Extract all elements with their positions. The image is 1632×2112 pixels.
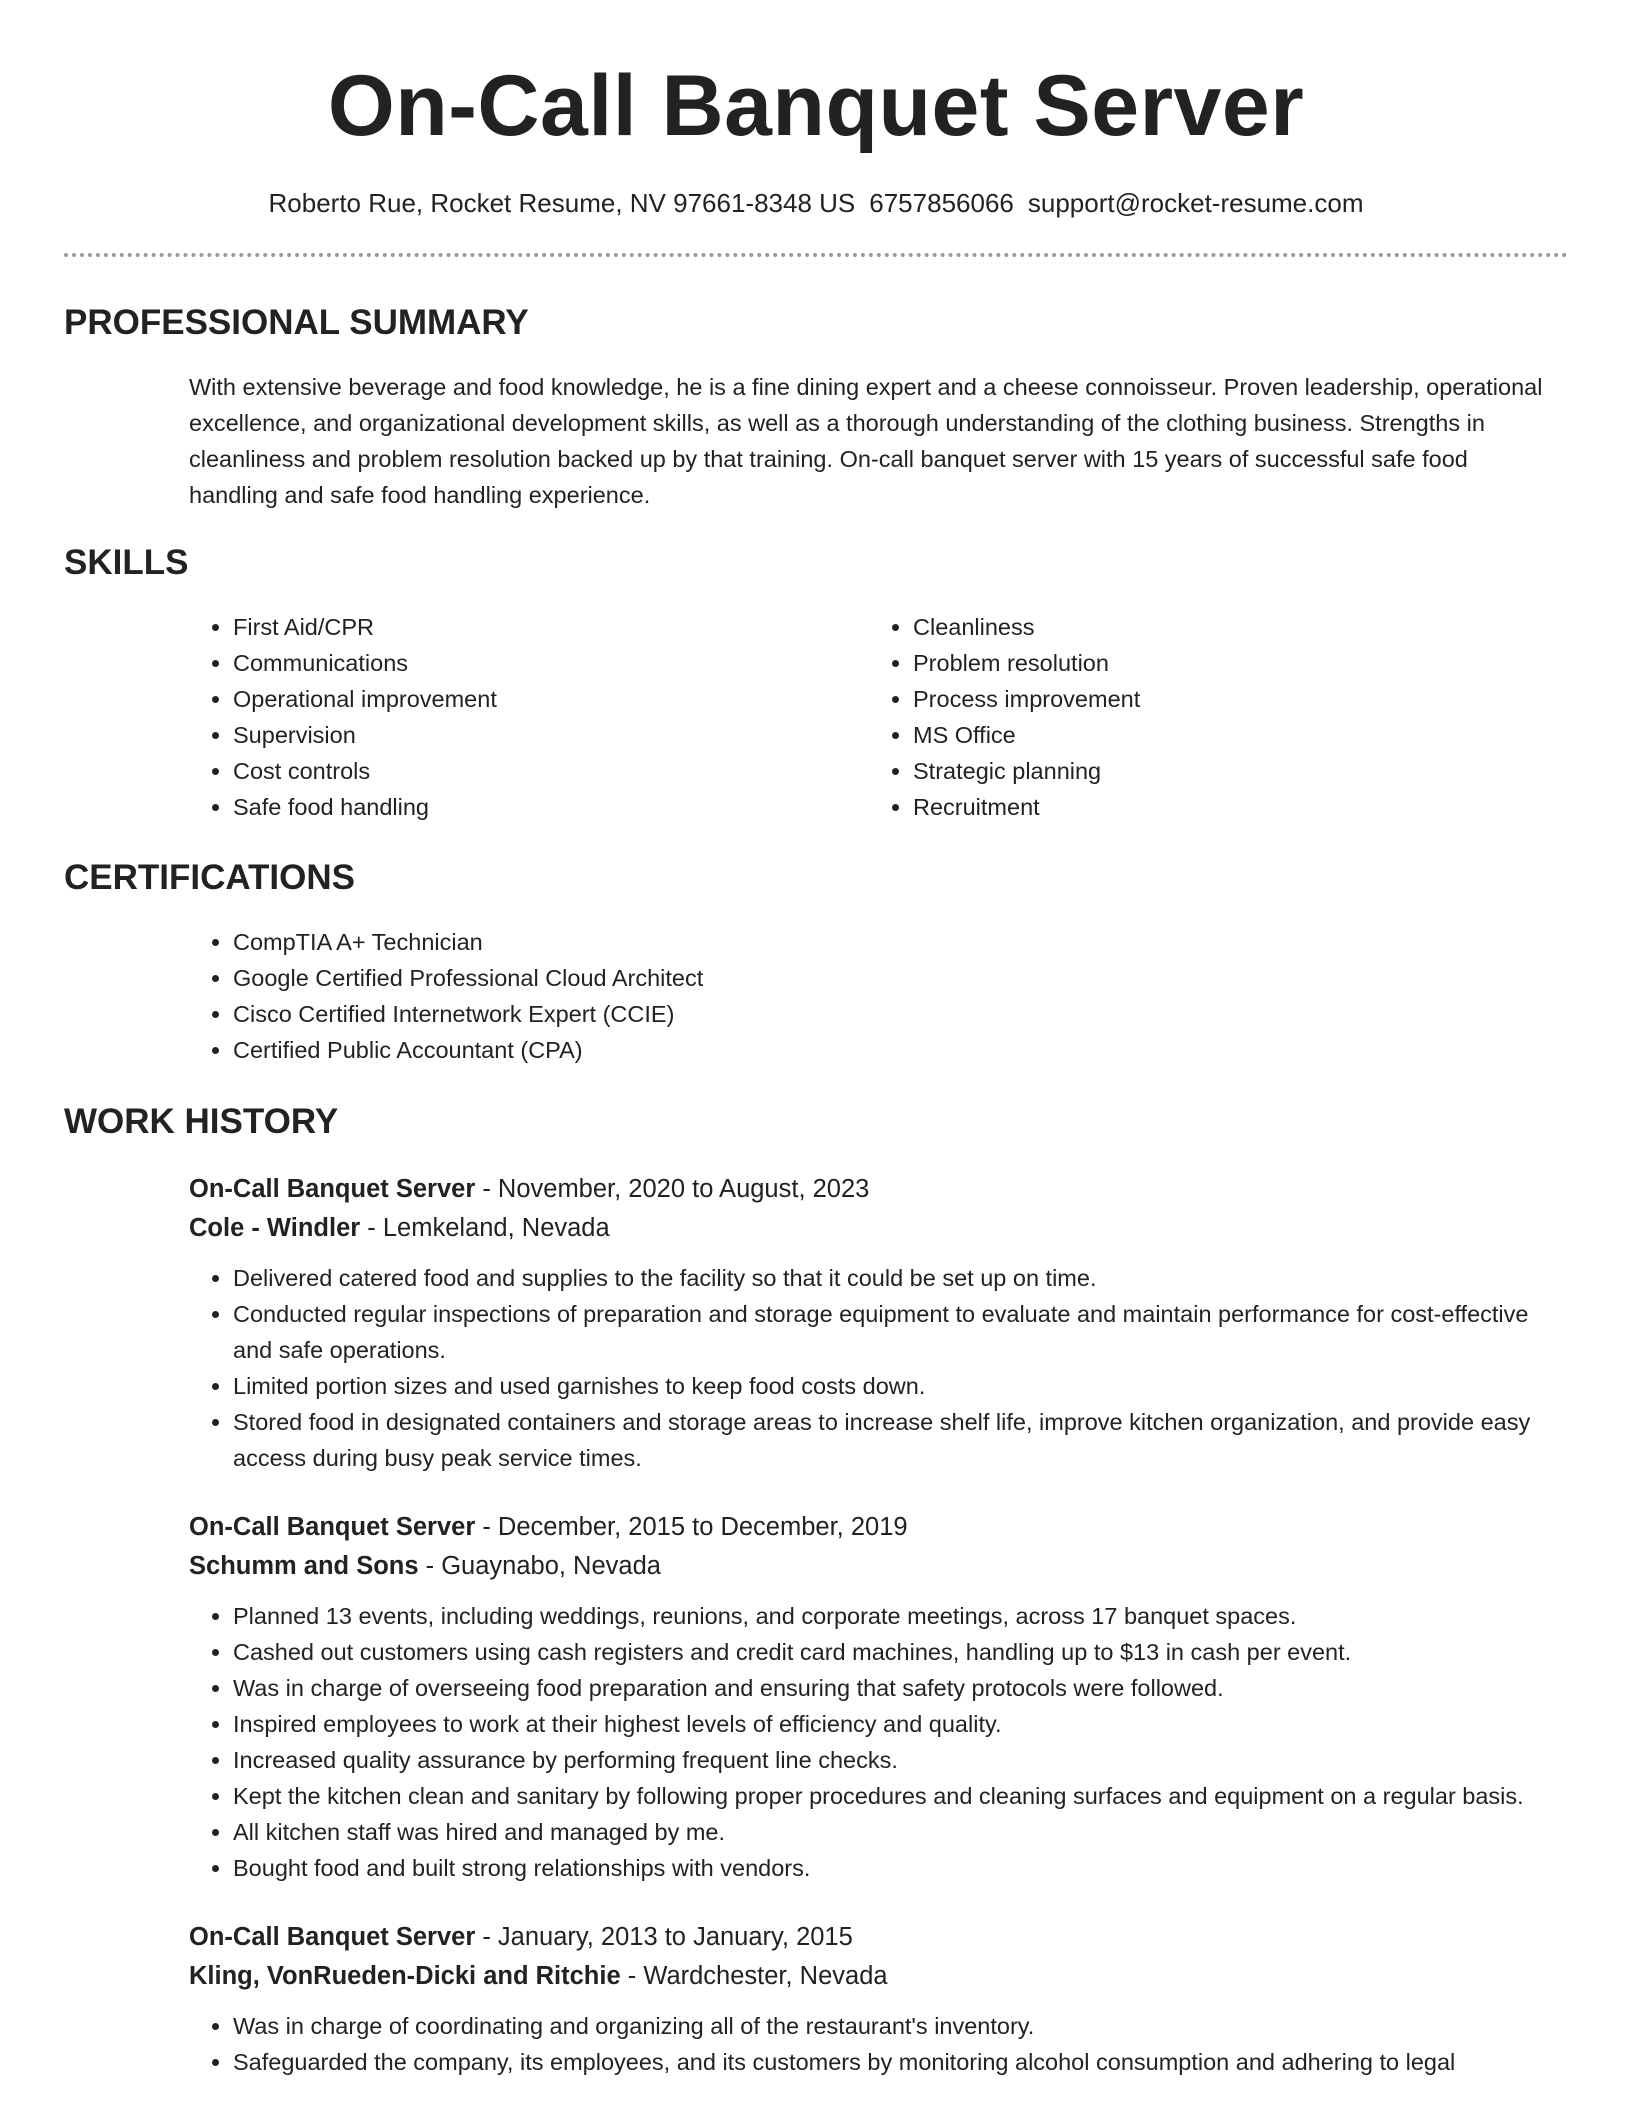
skill-item: • Safe food handling bbox=[233, 789, 680, 825]
job-bullet: • Kept the kitchen clean and sanitary by following proper procedures and cleaning surfaces and equipment on a regular basis. bbox=[233, 1778, 1552, 1814]
job-company: Kling, VonRueden-Dicki and Ritchie bbox=[189, 1962, 621, 1990]
skill-item: • Cost controls bbox=[233, 753, 680, 789]
skill-item: • Process improvement bbox=[913, 681, 1140, 717]
skill-item: • Operational improvement bbox=[233, 681, 680, 717]
job-title: On-Call Banquet Server bbox=[189, 1513, 476, 1541]
skill-item: • Problem resolution bbox=[913, 645, 1140, 681]
certifications-list bbox=[0, 924, 1632, 1068]
contact-phone: 6757856066 bbox=[869, 188, 1014, 218]
resume-title: On-Call Banquet Server bbox=[327, 58, 1305, 154]
skill-item: • Communications bbox=[233, 645, 680, 681]
job-bullet: • Was in charge of overseeing food preparation and ensuring that safety protocols were followed. bbox=[233, 1670, 1552, 1706]
job-entry bbox=[189, 1508, 1552, 1886]
certification-item: • Cisco Certified Internetwork Expert (CCIE) bbox=[233, 996, 1632, 1032]
contact-email[interactable]: support@rocket-resume.com bbox=[1027, 188, 1364, 218]
job-bullet: • Delivered catered food and supplies to the facility so that it could be set up on time. bbox=[233, 1260, 1552, 1296]
skills-list bbox=[0, 609, 1632, 825]
summary-heading: PROFESSIONAL SUMMARY bbox=[64, 303, 529, 342]
job-title-line bbox=[189, 1918, 1552, 1957]
job-dates: - January, 2013 to January, 2015 bbox=[475, 1923, 853, 1951]
job-title: On-Call Banquet Server bbox=[189, 1175, 476, 1203]
job-location: - Lemkeland, Nevada bbox=[360, 1214, 610, 1242]
job-bullets bbox=[189, 1598, 1552, 1886]
contact-line bbox=[0, 188, 1632, 218]
skill-item: • Supervision bbox=[233, 717, 680, 753]
work-history-heading: WORK HISTORY bbox=[64, 1102, 339, 1141]
job-dates: - November, 2020 to August, 2023 bbox=[475, 1175, 870, 1203]
skill-item: • Recruitment bbox=[913, 789, 1140, 825]
job-dates: - December, 2015 to December, 2019 bbox=[475, 1513, 908, 1541]
job-bullet: • Bought food and built strong relationships with vendors. bbox=[233, 1850, 1552, 1886]
job-bullets bbox=[189, 1260, 1552, 1476]
job-company: Cole - Windler bbox=[189, 1214, 361, 1242]
job-title-line bbox=[189, 1508, 1552, 1547]
job-location: - Wardchester, Nevada bbox=[620, 1962, 888, 1990]
job-company-line bbox=[189, 1957, 1552, 1996]
job-title-line bbox=[189, 1170, 1552, 1209]
skills-column-left bbox=[0, 609, 680, 825]
skills-column-right bbox=[680, 609, 1140, 825]
job-bullet: • Increased quality assurance by performing frequent line checks. bbox=[233, 1742, 1552, 1778]
job-bullet: • Conducted regular inspections of preparation and storage equipment to evaluate and maintain performance for cost-effective and safe operations. bbox=[233, 1296, 1552, 1368]
job-company: Schumm and Sons bbox=[189, 1552, 419, 1580]
job-entry bbox=[189, 1170, 1552, 1476]
job-location: - Guaynabo, Nevada bbox=[418, 1552, 661, 1580]
job-bullet: • Cashed out customers using cash registers and credit card machines, handling up to $13 in cash per event. bbox=[233, 1634, 1552, 1670]
summary-text: With extensive beverage and food knowledge, he is a fine dining expert and a cheese connoisseur. Proven leadership, operational excellence, and organizational development skills, as well as a thorough understanding of the clothing business. Strengths in cleanliness and problem resolution backed up by that training. On-call banquet server with 15 years of successful safe food handling and safe food handling experience. bbox=[189, 374, 1543, 508]
job-bullet: • Was in charge of coordinating and organizing all of the restaurant's inventory. bbox=[233, 2008, 1552, 2044]
skill-item: • First Aid/CPR bbox=[233, 609, 680, 645]
job-bullet: • Inspired employees to work at their highest levels of efficiency and quality. bbox=[233, 1706, 1552, 1742]
certification-item: • CompTIA A+ Technician bbox=[233, 924, 1632, 960]
skills-heading: SKILLS bbox=[64, 543, 189, 582]
job-bullet: • All kitchen staff was hired and managed by me. bbox=[233, 1814, 1552, 1850]
header-divider bbox=[64, 253, 1568, 257]
job-company-line bbox=[189, 1209, 1552, 1248]
job-bullet: • Limited portion sizes and used garnishes to keep food costs down. bbox=[233, 1368, 1552, 1404]
certification-item: • Google Certified Professional Cloud Architect bbox=[233, 960, 1632, 996]
job-bullet: • Planned 13 events, including weddings, reunions, and corporate meetings, across 17 banquet spaces. bbox=[233, 1598, 1552, 1634]
job-company-line bbox=[189, 1547, 1552, 1586]
certifications-heading: CERTIFICATIONS bbox=[64, 858, 356, 897]
skill-item: • Strategic planning bbox=[913, 753, 1140, 789]
certification-item: • Certified Public Accountant (CPA) bbox=[233, 1032, 1632, 1068]
job-bullet: • Stored food in designated containers and storage areas to increase shelf life, improve kitchen organization, and provide easy access during busy peak service times. bbox=[233, 1404, 1552, 1476]
job-bullets bbox=[189, 2008, 1552, 2080]
contact-address: Roberto Rue, Rocket Resume, NV 97661-8348 US bbox=[268, 188, 856, 218]
job-bullet: • Safeguarded the company, its employees, and its customers by monitoring alcohol consumption and adhering to legal bbox=[233, 2044, 1552, 2080]
job-entry bbox=[189, 1918, 1552, 2080]
skill-item: • Cleanliness bbox=[913, 609, 1140, 645]
skill-item: • MS Office bbox=[913, 717, 1140, 753]
job-title: On-Call Banquet Server bbox=[189, 1923, 476, 1951]
